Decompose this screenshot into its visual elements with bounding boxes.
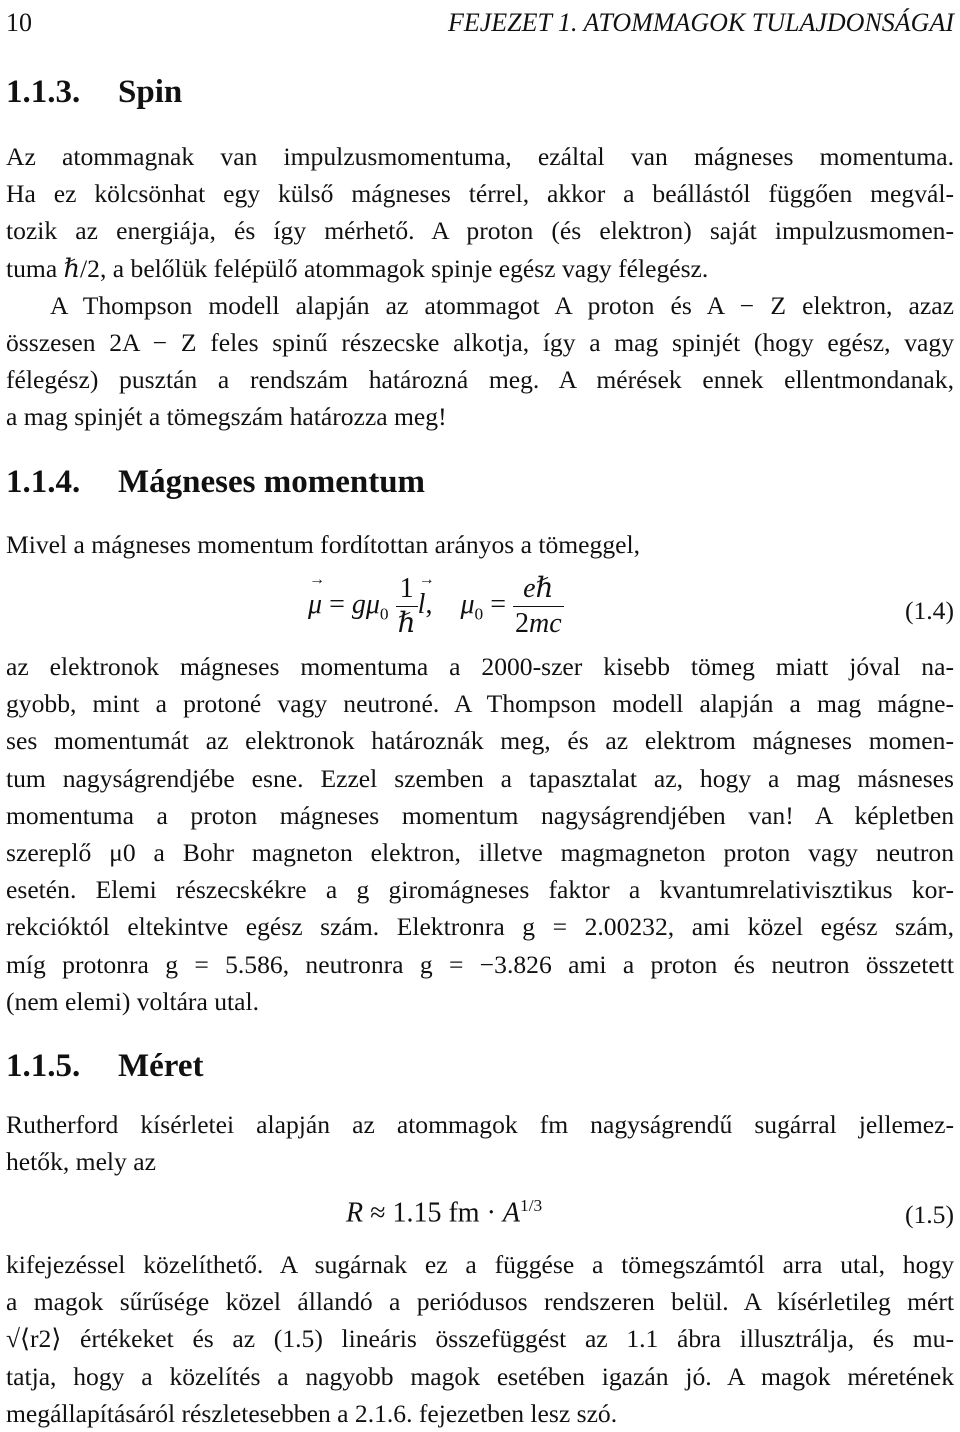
section-heading-spin (6, 74, 182, 111)
text-line: kifejezéssel közelíthető. A sugárnak ez a függése a tömegszámtól arra utal, hogy (6, 1250, 954, 1279)
text-line: tuma ℏ/2, a belőlük felépülő atommagok spinje egész vagy félegész. (6, 253, 709, 283)
section-title: Mágneses momentum (118, 464, 426, 500)
text-line: félegész) pusztán a rendszám határozná meg. A mérések ennek ellentmondanak, (6, 365, 954, 395)
text-line: Az atommagnak van impulzusmomentuma, ezáltal van mágneses momentuma. (6, 142, 954, 171)
equation-number: (1.5) (904, 1200, 954, 1229)
page-number: 10 (6, 8, 32, 37)
text-line: ses momentumát az elektronok határoznák meg, és az elektrom mágneses momen- (6, 726, 954, 756)
text-line: a magok sűrűsége közel állandó a periódusos rendszeren belül. A kísérletileg mért (6, 1287, 954, 1317)
text-line: hetők, mely az (6, 1147, 156, 1177)
text-line: Mivel a mágneses momentum fordítottan arányos a tömeggel, (6, 530, 640, 559)
equation-1-4 (6, 572, 954, 646)
text-line: rekcióktól eltekintve egész szám. Elektronra g = 2.00232, ami közel egész szám, (6, 912, 954, 942)
text-line: megállapításáról részletesebben a 2.1.6. fejezetben lesz szó. (6, 1398, 618, 1428)
equation-1-5 (6, 1194, 954, 1238)
section-number: 1.1.5. (6, 1048, 81, 1084)
text-line: szereplő μ0 a Bohr magneton elektron, illetve magmagneton proton vagy neutron (6, 838, 954, 868)
paragraph-spin (6, 138, 954, 436)
equation-body: R ≈ 1.15 fm · $A^{1/3}$ (346, 1196, 543, 1229)
text-line: gyobb, mint a protoné vagy neutroné. A Thompson modell alapján a mag mágne- (6, 689, 954, 719)
section-number: 1.1.3. (6, 74, 81, 110)
text-line: (nem elemi) voltára utal. (6, 986, 259, 1016)
text-line: esetén. Elemi részecskékre a g giromágneses faktor a kvantumrelativisztikus kor- (6, 875, 954, 905)
text-line: momentuma a proton mágneses momentum nagyságrendjében van! A képletben (6, 800, 954, 830)
section-heading-magnetic (6, 464, 425, 501)
running-header (6, 8, 954, 38)
section-title: Spin (118, 74, 183, 110)
text-line: tozik az energiája, és így mérhető. A proton (és elektron) saját impulzusmomen- (6, 216, 954, 246)
text-line: tum nagyságrendjébe esne. Ezzel szemben a tapasztalat az, hogy a mag másneses (6, 763, 954, 793)
paragraph-magnetic-intro (6, 526, 954, 563)
paragraph-size-intro (6, 1106, 954, 1180)
chapter-title: FEJEZET 1. ATOMMAGOK TULAJDONSÁGAI (447, 8, 954, 37)
text-line: Ha ez kölcsönhat egy külső mágneses térrel, akkor a beállástól függően megvál- (6, 179, 954, 209)
text-line: a mag spinjét a tömegszám határozza meg! (6, 402, 447, 432)
text-line: A Thompson modell alapján az atommagot A proton és A − Z elektron, azaz (50, 290, 954, 320)
section-number: 1.1.4. (6, 464, 81, 500)
equation-number: (1.4) (904, 596, 954, 625)
text-line: az elektronok mágneses momentuma a 2000-szer kisebb tömeg miatt jóval na- (6, 652, 954, 681)
equation-body: → $\mu = g\mu_0$ $\frac{1}{\text{ℏ}}$ → l, $\mu_0$ = $\frac{\text{eℏ}}{2mc}$ (308, 572, 564, 641)
section-title: Méret (118, 1048, 204, 1084)
section-heading-size (6, 1048, 203, 1085)
paragraph-size (6, 1246, 954, 1432)
text-line: míg protonra g = 5.586, neutronra g = −3.826 ami a proton és neutron összetett (6, 949, 954, 979)
paragraph-magnetic (6, 648, 954, 1020)
text-line: √⟨r2⟩ értékeket és az (1.5) lineáris összefüggést az 1.1 ábra illusztrálja, és mu- (6, 1324, 954, 1354)
text-line: összesen 2A − Z feles spinű részecske alkotja, így a mag spinjét (hogy egész, vagy (6, 328, 954, 358)
text-line: Rutherford kísérletei alapján az atommagok fm nagyságrendű sugárral jellemez- (6, 1110, 954, 1139)
text-line: tatja, hogy a közelítés a nagyobb magok esetében igazán jó. A magok méretének (6, 1361, 954, 1391)
